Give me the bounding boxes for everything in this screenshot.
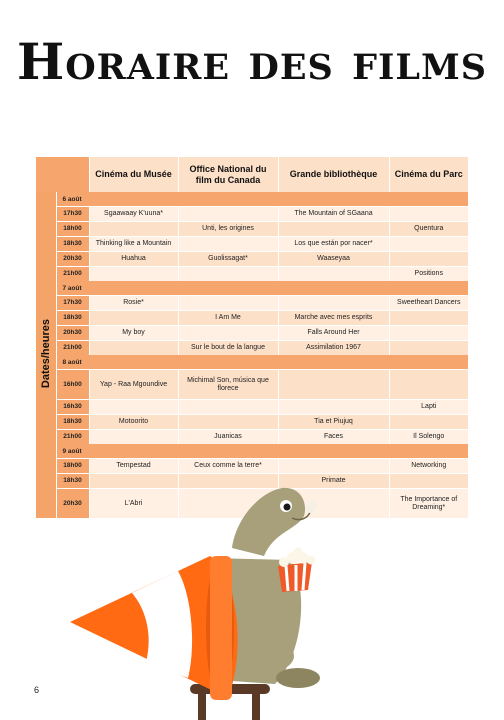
time-cell: 18h30	[56, 237, 89, 252]
film-cell	[89, 222, 178, 237]
film-cell	[89, 311, 178, 326]
time-slot-row	[36, 326, 468, 341]
venue-header: Office National du film du Canada	[178, 157, 278, 192]
time-cell: 20h30	[56, 252, 89, 267]
film-cell	[178, 237, 278, 252]
film-cell: Positions	[389, 267, 468, 282]
time-cell: 18h30	[56, 311, 89, 326]
film-cell	[389, 311, 468, 326]
time-cell: 18h30	[56, 474, 89, 489]
film-cell: Waaseyaa	[278, 252, 389, 267]
day-row	[36, 281, 468, 296]
page-title: Horaire des films	[16, 32, 488, 91]
film-cell	[278, 400, 389, 415]
film-cell: Assimilation 1967	[278, 341, 389, 356]
time-slot-row	[36, 459, 468, 474]
time-cell: 17h30	[56, 207, 89, 222]
film-cell: Guolissagat*	[178, 252, 278, 267]
time-cell: 21h00	[56, 267, 89, 282]
film-cell	[89, 430, 178, 445]
film-cell	[389, 207, 468, 222]
film-cell	[389, 326, 468, 341]
film-cell: Quentura	[389, 222, 468, 237]
film-cell	[178, 207, 278, 222]
time-cell: 21h00	[56, 430, 89, 445]
film-cell: The Mountain of SGaana	[278, 207, 389, 222]
day-row	[36, 444, 468, 459]
film-cell	[178, 415, 278, 430]
turtle-illustration	[60, 478, 340, 720]
film-cell	[278, 222, 389, 237]
film-cell	[89, 341, 178, 356]
film-cell: Yap - Raa Mgoundive	[89, 370, 178, 400]
day-row	[36, 192, 468, 207]
time-slot-row	[36, 400, 468, 415]
time-slot-row	[36, 252, 468, 267]
film-cell: Falls Around Her	[278, 326, 389, 341]
venue-header: Cinéma du Parc	[389, 157, 468, 192]
film-cell	[389, 252, 468, 267]
film-cell: I Am Me	[178, 311, 278, 326]
film-cell: Marche avec mes esprits	[278, 311, 389, 326]
time-cell: 16h30	[56, 400, 89, 415]
film-cell	[278, 296, 389, 311]
film-cell	[89, 267, 178, 282]
schedule-body	[36, 192, 468, 518]
film-cell: Primate	[278, 474, 389, 489]
time-slot-row	[36, 341, 468, 356]
page-number: 6	[34, 685, 40, 695]
film-cell	[389, 415, 468, 430]
film-cell: Unti, les origines	[178, 222, 278, 237]
film-cell: Motoorito	[89, 415, 178, 430]
film-cell	[278, 459, 389, 474]
film-cell: Thinking like a Mountain	[89, 237, 178, 252]
film-cell: Faces	[278, 430, 389, 445]
film-cell	[389, 237, 468, 252]
film-cell: The Importance of Dreaming*	[389, 489, 468, 519]
time-slot-row	[36, 207, 468, 222]
film-cell	[278, 370, 389, 400]
time-cell: 17h30	[56, 296, 89, 311]
film-cell: Michimal Son, música que florece	[178, 370, 278, 400]
schedule-header	[36, 157, 468, 192]
film-cell: Rosie*	[89, 296, 178, 311]
day-label: 8 août	[56, 355, 468, 370]
film-schedule-table	[36, 157, 468, 518]
time-cell: 16h00	[56, 370, 89, 400]
time-slot-row	[36, 370, 468, 400]
film-cell	[178, 267, 278, 282]
film-cell	[178, 326, 278, 341]
film-cell: Sgaawaay K'uuna*	[89, 207, 178, 222]
time-slot-row	[36, 430, 468, 445]
dates-hours-label: Dates/heures	[39, 319, 52, 389]
time-cell: 18h00	[56, 222, 89, 237]
time-cell: 20h30	[56, 489, 89, 519]
film-cell: Networking	[389, 459, 468, 474]
film-cell: Tempestad	[89, 459, 178, 474]
traffic-cone-icon	[70, 556, 238, 700]
time-slot-row	[36, 296, 468, 311]
film-cell: L'Abri	[89, 489, 178, 519]
film-cell: My boy	[89, 326, 178, 341]
film-cell: Los que están por nacer*	[278, 237, 389, 252]
film-cell: Il Solengo	[389, 430, 468, 445]
dates-hours-sidebar	[36, 192, 56, 518]
film-cell: Juanicas	[178, 430, 278, 445]
time-slot-row	[36, 267, 468, 282]
film-cell: Sur le bout de la langue	[178, 341, 278, 356]
film-cell: Lapti	[389, 400, 468, 415]
time-cell: 21h00	[56, 341, 89, 356]
time-slot-row	[36, 222, 468, 237]
film-cell	[389, 370, 468, 400]
day-label: 7 août	[56, 281, 468, 296]
time-slot-row	[36, 237, 468, 252]
time-slot-row	[36, 415, 468, 430]
film-cell	[178, 296, 278, 311]
popcorn-icon	[278, 548, 316, 593]
film-cell	[89, 400, 178, 415]
day-row	[36, 355, 468, 370]
header-corner	[36, 157, 56, 192]
day-label: 6 août	[56, 192, 468, 207]
time-cell: 18h30	[56, 415, 89, 430]
day-label: 9 août	[56, 444, 468, 459]
venue-header: Grande bibliothèque	[278, 157, 389, 192]
header-time-corner	[56, 157, 89, 192]
film-cell	[389, 474, 468, 489]
film-cell	[178, 400, 278, 415]
film-cell: Huahua	[89, 252, 178, 267]
time-slot-row	[36, 311, 468, 326]
film-cell: Tia et Piujuq	[278, 415, 389, 430]
film-cell	[278, 267, 389, 282]
time-cell: 20h30	[56, 326, 89, 341]
venue-header: Cinéma du Musée	[89, 157, 178, 192]
film-cell	[389, 341, 468, 356]
film-cell: Ceux comme la terre*	[178, 459, 278, 474]
film-cell: Sweetheart Dancers	[389, 296, 468, 311]
time-cell: 18h00	[56, 459, 89, 474]
